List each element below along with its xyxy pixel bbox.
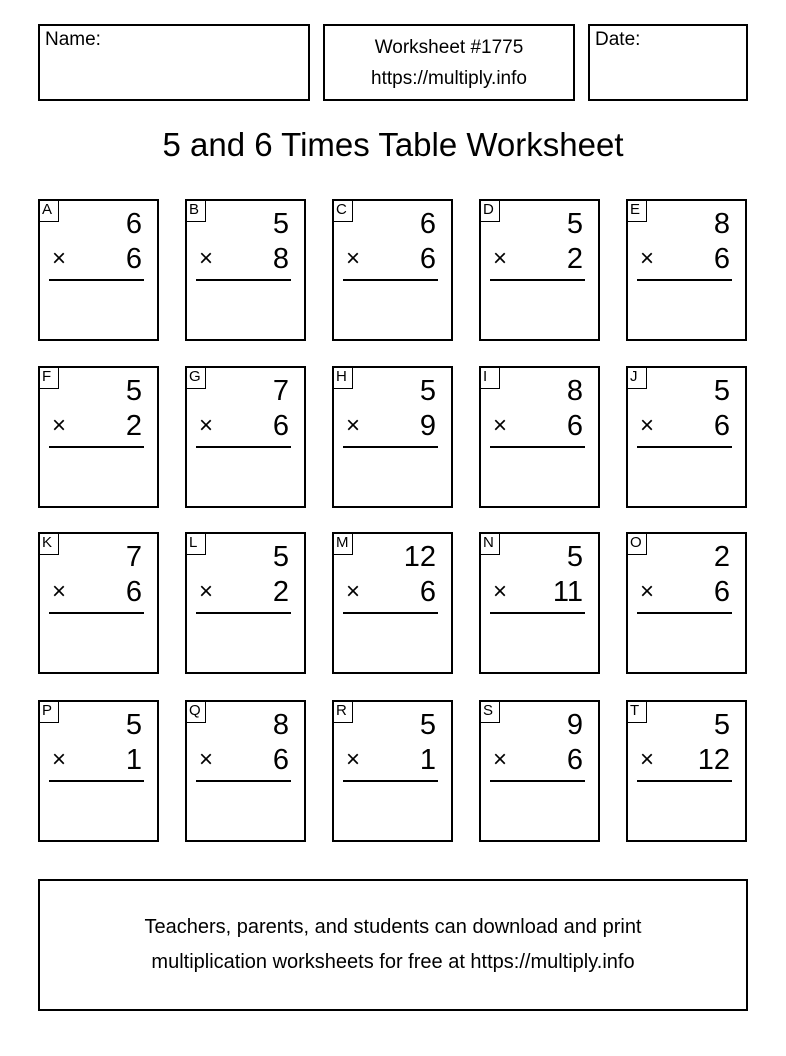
- multiply-sign: ×: [199, 746, 214, 773]
- problem-multiplier: 6: [272, 410, 289, 442]
- answer-line: [637, 279, 732, 281]
- multiply-sign: ×: [199, 412, 214, 439]
- name-box: [38, 24, 310, 101]
- problem-multiplicand: 6: [419, 208, 436, 240]
- problem-card: [332, 532, 453, 674]
- problem-letter: T: [626, 700, 647, 723]
- problem-multiplicand: 8: [566, 375, 583, 407]
- problem-card: [332, 700, 453, 842]
- multiply-sign: ×: [493, 746, 508, 773]
- answer-line: [49, 446, 144, 448]
- multiply-sign: ×: [640, 412, 655, 439]
- problem-multiplier: 8: [272, 243, 289, 275]
- name-label: Name:: [45, 29, 101, 50]
- date-box: [588, 24, 748, 101]
- answer-line: [196, 612, 291, 614]
- problem-multiplier: 1: [125, 744, 142, 776]
- problem-card: [38, 199, 159, 341]
- problem-letter: F: [38, 366, 59, 389]
- worksheet-url: https://multiply.info: [371, 67, 527, 89]
- multiply-sign: ×: [52, 746, 67, 773]
- answer-line: [343, 279, 438, 281]
- problem-letter: S: [479, 700, 500, 723]
- problem-card: [185, 199, 306, 341]
- multiply-sign: ×: [52, 245, 67, 272]
- multiply-sign: ×: [493, 245, 508, 272]
- multiply-sign: ×: [640, 578, 655, 605]
- answer-line: [637, 780, 732, 782]
- problem-card: [38, 366, 159, 508]
- problem-multiplier: 6: [419, 576, 436, 608]
- problem-card: [479, 532, 600, 674]
- answer-line: [343, 780, 438, 782]
- problem-card: [479, 199, 600, 341]
- answer-line: [490, 279, 585, 281]
- footer-line-1: Teachers, parents, and students can download and print: [144, 916, 642, 938]
- problem-multiplier: 6: [125, 576, 142, 608]
- answer-line: [49, 780, 144, 782]
- problem-multiplicand: 8: [713, 208, 730, 240]
- multiply-sign: ×: [346, 412, 361, 439]
- problem-letter: N: [479, 532, 500, 555]
- problem-letter: D: [479, 199, 500, 222]
- problem-card: [185, 532, 306, 674]
- problem-letter: H: [332, 366, 353, 389]
- problem-multiplier: 2: [272, 576, 289, 608]
- problem-multiplicand: 5: [566, 208, 583, 240]
- answer-line: [49, 279, 144, 281]
- problem-letter: G: [185, 366, 206, 389]
- answer-line: [196, 279, 291, 281]
- problem-multiplicand: 5: [125, 375, 142, 407]
- problem-multiplier: 6: [272, 744, 289, 776]
- problem-multiplicand: 5: [125, 709, 142, 741]
- problem-multiplicand: 8: [272, 709, 289, 741]
- multiply-sign: ×: [493, 412, 508, 439]
- problem-multiplier: 2: [125, 410, 142, 442]
- multiply-sign: ×: [493, 578, 508, 605]
- problem-card: [38, 700, 159, 842]
- problem-multiplier: 6: [713, 576, 730, 608]
- problem-multiplicand: 2: [713, 541, 730, 573]
- problem-card: [185, 366, 306, 508]
- problem-letter: J: [626, 366, 647, 389]
- problem-multiplicand: 5: [272, 208, 289, 240]
- answer-line: [637, 446, 732, 448]
- problem-multiplier: 2: [566, 243, 583, 275]
- problem-multiplicand: 12: [403, 541, 436, 573]
- problem-letter: M: [332, 532, 353, 555]
- problem-card: [479, 700, 600, 842]
- problem-multiplicand: 5: [713, 709, 730, 741]
- problem-letter: O: [626, 532, 647, 555]
- answer-line: [196, 446, 291, 448]
- answer-line: [637, 612, 732, 614]
- problem-multiplier: 11: [552, 576, 583, 608]
- problem-multiplicand: 5: [419, 709, 436, 741]
- problem-card: [185, 700, 306, 842]
- problem-multiplier: 6: [713, 410, 730, 442]
- problem-multiplicand: 7: [125, 541, 142, 573]
- page-title: 5 and 6 Times Table Worksheet: [162, 126, 624, 163]
- problem-multiplicand: 5: [419, 375, 436, 407]
- problem-multiplier: 6: [566, 744, 583, 776]
- problem-letter: B: [185, 199, 206, 222]
- problem-letter: R: [332, 700, 353, 723]
- multiply-sign: ×: [346, 245, 361, 272]
- problem-letter: Q: [185, 700, 206, 723]
- problem-card: [626, 532, 747, 674]
- answer-line: [490, 780, 585, 782]
- multiply-sign: ×: [640, 746, 655, 773]
- answer-line: [490, 446, 585, 448]
- problem-letter: C: [332, 199, 353, 222]
- problem-letter: P: [38, 700, 59, 723]
- problem-card: [332, 366, 453, 508]
- problem-letter: E: [626, 199, 647, 222]
- multiply-sign: ×: [52, 578, 67, 605]
- multiply-sign: ×: [346, 746, 361, 773]
- problem-letter: I: [479, 366, 500, 389]
- problem-multiplier: 6: [713, 243, 730, 275]
- answer-line: [49, 612, 144, 614]
- date-label: Date:: [595, 29, 641, 50]
- problem-multiplier: 9: [419, 410, 436, 442]
- multiply-sign: ×: [346, 578, 361, 605]
- problem-multiplicand: 5: [713, 375, 730, 407]
- problem-card: [626, 199, 747, 341]
- answer-line: [343, 446, 438, 448]
- answer-line: [490, 612, 585, 614]
- problem-multiplier: 6: [125, 243, 142, 275]
- answer-line: [196, 780, 291, 782]
- multiply-sign: ×: [199, 245, 214, 272]
- problem-multiplicand: 9: [566, 709, 583, 741]
- problem-multiplicand: 6: [125, 208, 142, 240]
- problem-card: [479, 366, 600, 508]
- problem-multiplier: 12: [697, 744, 730, 776]
- footer-box: [38, 879, 748, 1011]
- multiply-sign: ×: [52, 412, 67, 439]
- problem-letter: L: [185, 532, 206, 555]
- worksheet-info-box: [323, 24, 575, 101]
- worksheet-number: Worksheet #1775: [374, 36, 524, 58]
- problem-letter: K: [38, 532, 59, 555]
- problem-card: [332, 199, 453, 341]
- answer-line: [343, 612, 438, 614]
- problem-card: [626, 366, 747, 508]
- problem-multiplicand: 7: [272, 375, 289, 407]
- problem-multiplier: 6: [419, 243, 436, 275]
- multiply-sign: ×: [640, 245, 655, 272]
- multiply-sign: ×: [199, 578, 214, 605]
- problem-card: [626, 700, 747, 842]
- problem-multiplier: 6: [566, 410, 583, 442]
- problem-letter: A: [38, 199, 59, 222]
- problem-multiplier: 1: [419, 744, 436, 776]
- problem-multiplicand: 5: [566, 541, 583, 573]
- footer-line-2: multiplication worksheets for free at https://multiply.info: [151, 951, 635, 973]
- problem-multiplicand: 5: [272, 541, 289, 573]
- problem-card: [38, 532, 159, 674]
